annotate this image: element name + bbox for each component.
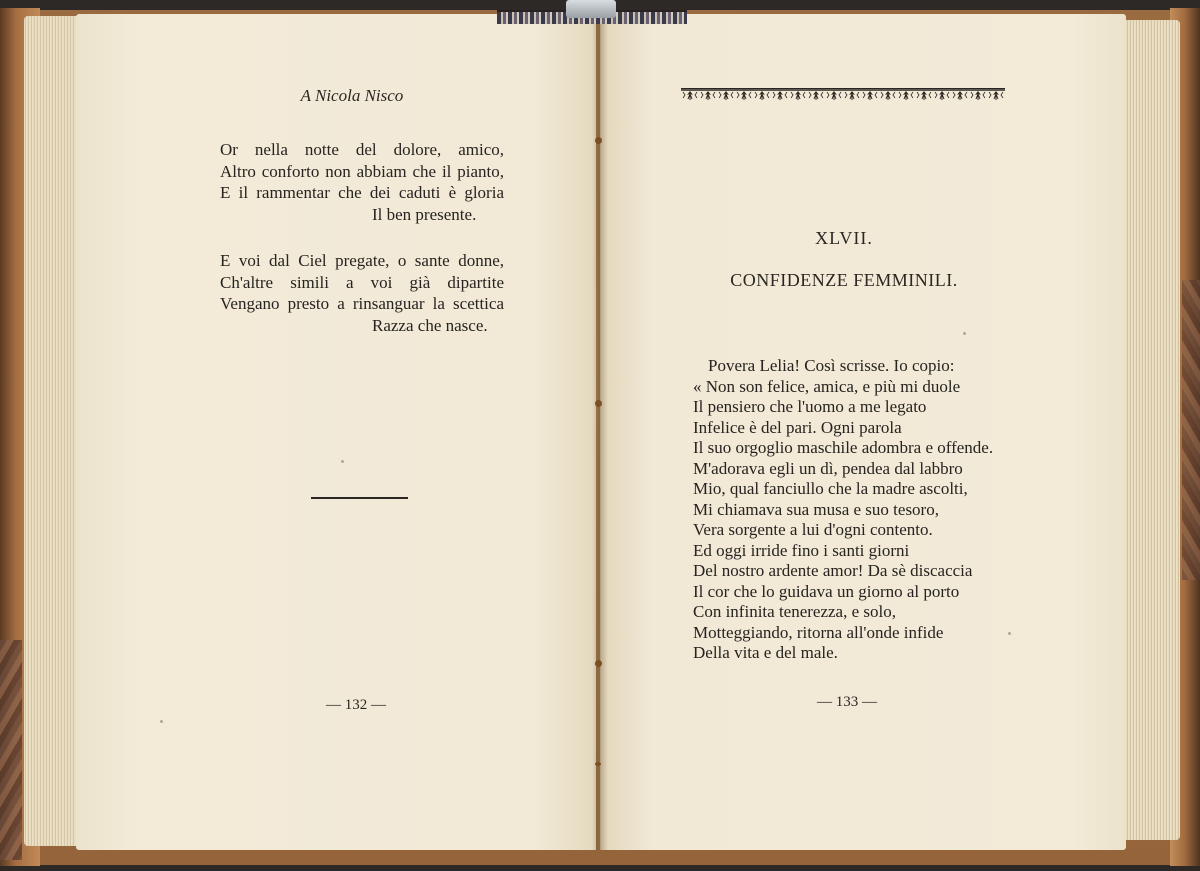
paper-speck [160,720,163,723]
verse-line: Altro conforto non abbiam che il pianto, [220,161,504,181]
verse-line: « Non son felice, amica, e più mi duole [693,376,961,396]
binding-knot [595,660,602,667]
marbled-cover-left [0,640,22,860]
page-edges-right [1120,20,1180,840]
verse-line: E voi dal Ciel pregate, o sante donne, [220,251,504,270]
binding-thread [598,20,600,850]
binding-knot [595,400,602,407]
verse-line: Povera Lelia! Così scrisse. Io copio: [708,356,955,375]
verse-line: Razza che nasce. [372,315,488,335]
verse-line: Ed oggi irride fino i santi giorni [693,540,910,560]
verse-line: Motteggiando, ritorna all'onde infide [693,622,944,642]
chapter-number: XLVII. [815,228,873,248]
page-number: — 133 — [817,694,877,710]
paper-speck [1008,632,1011,635]
verse-line: Il suo orgoglio maschile adombra e offende. [693,438,994,457]
verse-line: Il pensiero che l'uomo a me legato [693,397,927,416]
paper-speck [963,332,966,335]
verse-line: Or nella notte del dolore, amico, [220,140,504,159]
marbled-cover-right [1182,280,1200,580]
verse-line: E il rammentar che dei caduti è gloria [220,183,504,202]
verse-line: Mio, qual fanciullo che la madre ascolti, [693,479,968,498]
verse-line: Del nostro ardente amor! Da sè discaccia [693,561,973,580]
chapter-title: CONFIDENZE FEMMINILI. [730,270,958,290]
verse-line: Della vita e del male. [693,643,838,662]
stanza [220,139,520,225]
decorative-border-icon [681,88,1005,101]
verse-line: Il ben presente. [372,204,477,224]
verse-line: Vengano presto a rinsanguar la scettica [220,294,504,313]
verse-line: Con infinita tenerezza, e solo, [693,602,896,621]
verse-line: Infelice è del pari. Ogni parola [693,417,902,437]
section-rule [311,497,408,499]
page-edges-left [24,16,80,846]
binding-knot [595,137,602,144]
poem-body [693,356,1013,664]
verse-line: Il cor che lo guidava un giorno al porto [693,581,960,601]
page-number: — 132 — [326,697,386,713]
binding-knot [595,762,601,766]
paper-speck [341,460,344,463]
verse-line: M'adorava egli un dì, pendea dal labbro [693,458,963,478]
verse-line: Ch'altre simili a voi già dipartite [220,272,504,292]
running-head: A Nicola Nisco [300,86,404,105]
verse-line: Vera sorgente a lui d'ogni contento. [693,520,933,539]
verse-line: Mi chiamava sua musa e suo tesoro, [693,499,939,519]
stanza [220,250,520,336]
page-clip [566,0,616,18]
